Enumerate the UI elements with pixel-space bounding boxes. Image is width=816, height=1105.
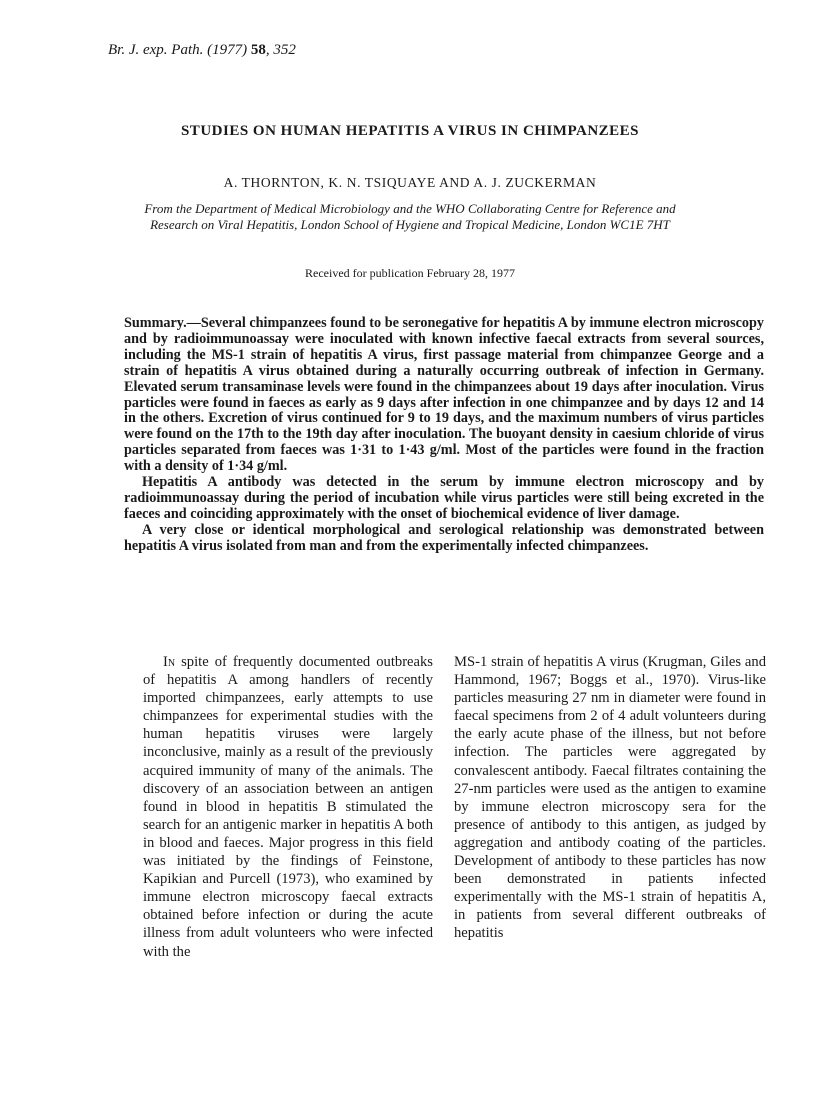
article-authors: A. THORNTON, K. N. TSIQUAYE AND A. J. ZUCKERMAN (223, 175, 597, 190)
article-title: STUDIES ON HUMAN HEPATITIS A VIRUS IN CHIMPANZEES (180, 123, 640, 139)
body-paragraph-left (143, 653, 433, 961)
body-column-left (143, 653, 433, 961)
journal-year: (1977) (207, 42, 248, 58)
journal-page: , 352 (265, 42, 296, 58)
body-paragraph-right: MS-1 strain of hepatitis A virus (Krugman, Giles and Hammond, 1967; Boggs et al., 1970). Virus-like particles measuring 27 nm in diameter were found in faecal specimens from 2 of 4 adult volunteers during the early acute phase of the illness, but not before infection. The particles were aggregated by convalescent antibody. Faecal filtrates containing the 27-nm particles were used as the antigen to examine by immune electron microscopy sera for the presence of antibody to this antigen, as judged by aggregation and antibody coating of the particles. Development of antibody to these particles has now been demonstrated in patients infected experimentally with the MS-1 strain of hepatitis A, in patients from several different outbreaks of hepatitis (454, 654, 766, 942)
journal-citation (108, 42, 296, 59)
abstract (124, 316, 764, 555)
journal-volume: 58 (250, 42, 266, 58)
received-date: Received for publication February 28, 1977 (305, 266, 515, 280)
journal-name: Br. J. exp. Path. (108, 42, 204, 58)
body-text-left: spite of frequently documented outbreaks of hepatitis A among handlers of recently imported chimpanzees, early attempts to use chimpanzees for experimental studies with the human hepatitis viruses were largely inconclusive, mainly as a result of the previously acquired immunity of many of the animals. The discovery of an association between an antigen found in blood in hepatitis B stimulated the search for an antigenic marker in hepatitis A both in blood and faeces. Major progress in this field was initiated by the findings of Feinstone, Kapikian and Purcell (1973), who examined by immune electron microscopy faecal extracts obtained before infection or during the acute illness from adult volunteers who were infected with the (143, 654, 433, 960)
abstract-paragraph-2: Hepatitis A antibody was detected in the serum by immune electron microscopy and by radioimmunoassay during the period of incubation while virus particles were still being excreted in the faeces and coinciding approximately with the onset of biochemical evidence of liver damage. (124, 474, 764, 522)
body-column-right (454, 653, 766, 943)
author-affiliation: From the Department of Medical Microbiology and the WHO Collaborating Centre for Reference and Research on Viral Hepatitis, London School of Hygiene and Tropical Medicine, London WC1E 7HT (144, 201, 676, 232)
abstract-paragraph-1: Summary.—Several chimpanzees found to be seronegative for hepatitis A by immune electron microscopy and by radioimmunoassay were inoculated with known infective faecal extracts from several sources, including the MS-1 strain of hepatitis A virus, first passage material from chimpanzee George and a strain of hepatitis A virus obtained during a naturally occurring outbreak of infection in Germany. Elevated serum transaminase levels were found in the chimpanzees about 19 days after inoculation. Virus particles were found in faeces as early as 9 days after infection in one chimpanzee and by days 12 and 14 in the others. Excretion of virus continued for 9 to 19 days, and the maximum numbers of virus particles were found on the 17th to the 19th day after inoculation. The buoyant density in caesium chloride of virus particles separated from faeces was 1·31 to 1·43 g/ml. Most of the particles were found in the fraction with a density of 1·34 g/ml. (124, 315, 764, 475)
abstract-paragraph-3: A very close or identical morphological and serological relationship was demonstrated between hepatitis A virus isolated from man and from the experimentally infected chimpanzees. (124, 521, 764, 554)
body-lead-word: In (163, 654, 176, 670)
